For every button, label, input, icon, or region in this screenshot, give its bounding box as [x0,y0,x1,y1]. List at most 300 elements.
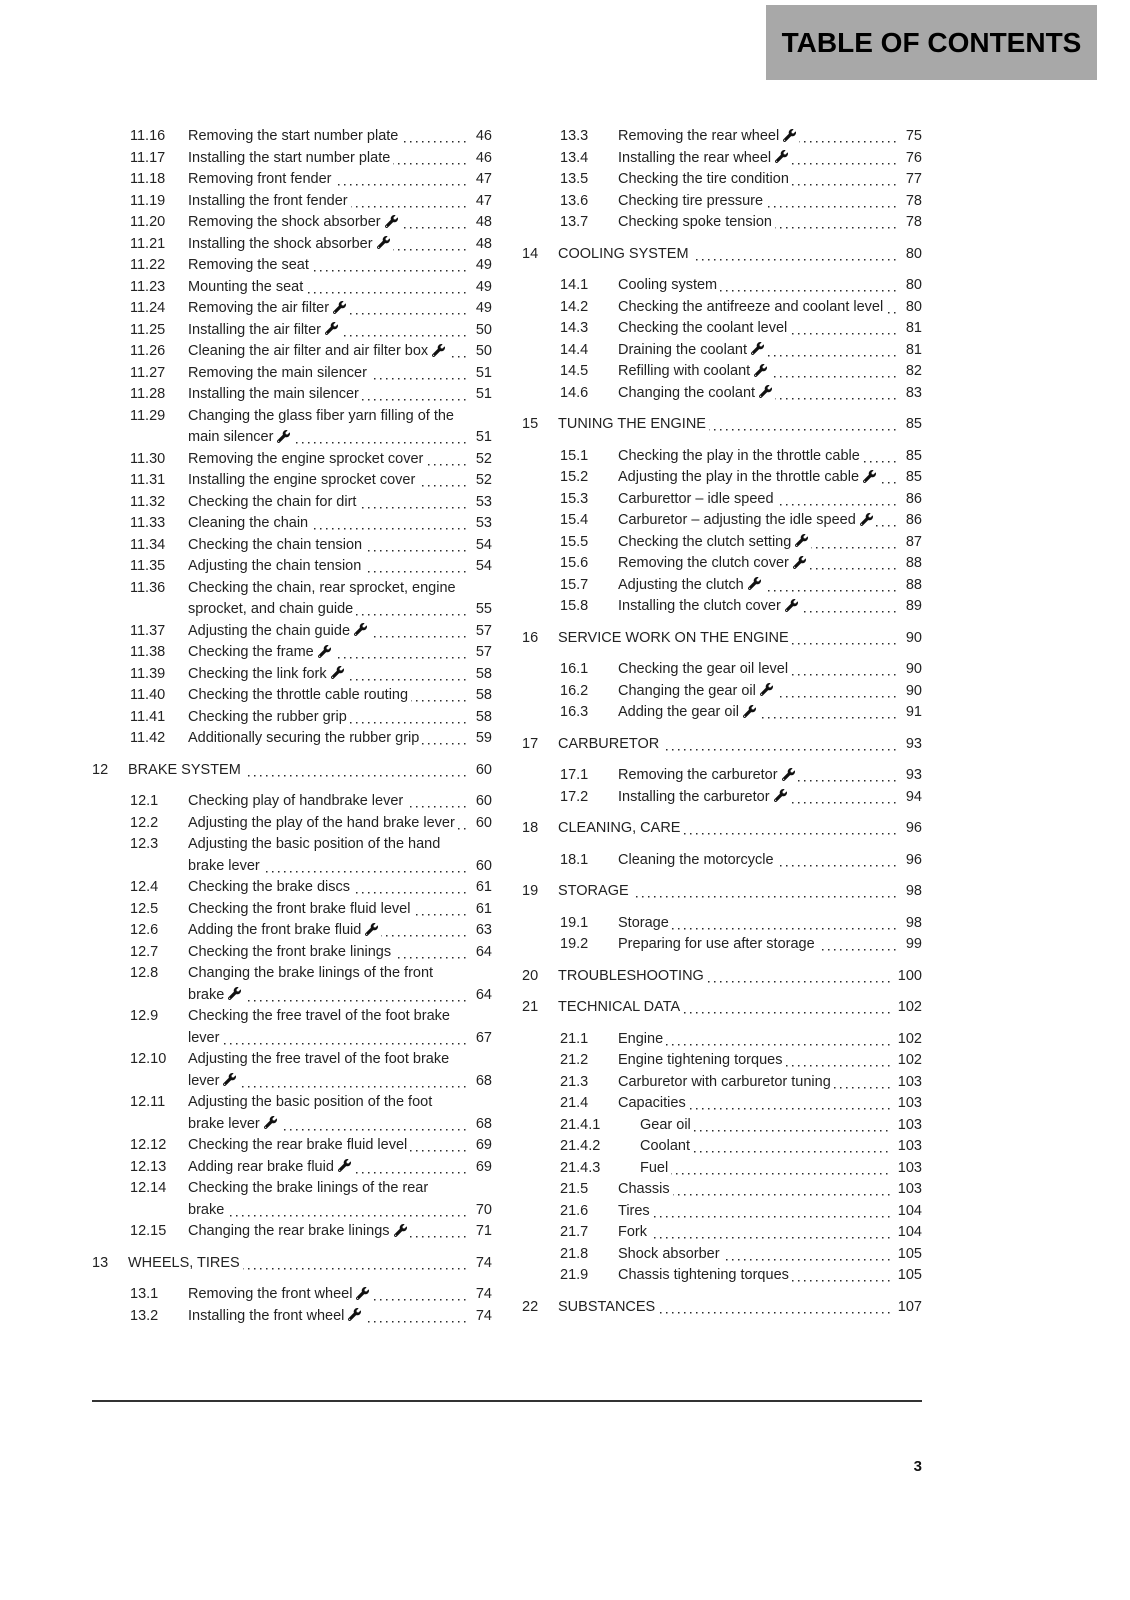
toc-entry [92,255,492,277]
entry-number: 11.16 [130,128,166,144]
entry-number: 11.21 [130,235,166,252]
toc-entry [92,1284,492,1306]
table-of-contents [92,126,922,1328]
entry-number: 14.1 [560,277,589,293]
entry-title: Changing the brake linings of the front brake [188,965,434,1003]
entry-leader [188,920,492,942]
entry-number: 12.7 [130,943,159,960]
entry-page: 102 [892,1029,922,1051]
entry-number: 16.3 [560,704,589,720]
entry-title: Removing the main silencer [188,365,370,381]
entry-title: STORAGE [558,883,632,899]
entry-page: 61 [470,877,492,899]
entry-leader [618,1050,922,1072]
entry-number: 12.1 [130,793,159,809]
entry-number: 12.14 [130,1180,167,1196]
entry-leader [188,556,492,578]
entry-number: 15.2 [560,469,589,485]
entry-leader [618,1093,922,1115]
entry-number: 12 [92,761,109,778]
entry-number: 11.38 [130,644,166,660]
entry-page: 58 [470,685,492,707]
entry-title: Cleaning the chain [188,515,311,531]
entry-number: 21.4 [560,1095,589,1111]
entry-page: 82 [900,361,922,383]
entry-title: TUNING THE ENGINE [558,416,709,432]
entry-page: 103 [892,1179,922,1201]
entry-number: 13 [92,1254,109,1271]
entry-title: Capacities [618,1095,689,1111]
entry-number: 15.4 [560,512,589,528]
toc-entry [92,1049,492,1092]
toc-entry [522,787,922,809]
entry-page: 87 [900,532,922,554]
toc-entry [92,685,492,707]
entry-title: Checking the rear brake fluid level [188,1137,410,1153]
entry-leader [618,596,922,618]
toc-entry [522,881,922,903]
toc-entry [92,791,492,813]
entry-number: 11.41 [130,708,166,725]
toc-entry [522,734,922,756]
page-number: 3 [913,1458,922,1475]
entry-title: Checking the antifreeze and coolant level [618,299,886,315]
entry-number: 15.6 [560,555,589,571]
entry-number: 12.4 [130,879,159,895]
toc-entry [522,913,922,935]
entry-title: Draining the coolant [618,342,767,358]
entry-page: 103 [892,1115,922,1137]
toc-entry [92,1157,492,1179]
entry-number: 15.1 [560,447,589,464]
entry-number: 13.1 [130,1286,159,1302]
entry-number: 12.13 [130,1158,167,1175]
entry-leader [640,1115,922,1137]
entry-page: 60 [470,760,492,782]
entry-title: Cooling system [618,277,720,293]
entry-page: 61 [470,899,492,921]
entry-number: 11.42 [130,730,166,746]
toc-entry [522,361,922,383]
toc-entry [92,1006,492,1049]
entry-number: 12.12 [130,1137,167,1153]
entry-title: Checking play of handbrake lever [188,793,406,809]
wrench-icon [277,430,290,443]
entry-number: 11.35 [130,558,166,574]
wrench-icon [754,364,767,377]
entry-number: 12.15 [130,1223,167,1239]
entry-page: 60 [470,856,492,878]
wrench-icon [775,150,788,163]
toc-entry [522,850,922,872]
entry-leader [640,1158,922,1180]
entry-page: 80 [900,297,922,319]
toc-entry [522,1093,922,1115]
toc-entry [92,877,492,899]
toc-entry [92,126,492,148]
entry-number: 15.5 [560,533,589,550]
entry-leader [618,934,922,956]
toc-column-left [92,126,492,1328]
entry-number: 12.11 [130,1094,166,1110]
entry-number: 15.8 [560,598,589,614]
wrench-icon [325,322,338,335]
entry-title: Installing the main silencer [188,386,362,402]
toc-entry [522,191,922,213]
toc-entry [92,1221,492,1243]
toc-entry [92,1253,492,1275]
entry-leader [618,1072,922,1094]
entry-page: 103 [892,1072,922,1094]
entry-title: Removing the engine sprocket cover [188,451,426,467]
entry-number: 12.5 [130,900,159,917]
entry-number: 12.9 [130,1008,159,1024]
entry-title: Installing the front fender [188,193,351,209]
entry-leader [188,642,492,664]
toc-entry [522,818,922,840]
entry-page: 103 [892,1136,922,1158]
toc-column-right [522,126,922,1328]
entry-number: 12.3 [130,836,159,852]
entry-page: 57 [470,621,492,643]
toc-entry [522,446,922,468]
toc-entry [92,899,492,921]
entry-page: 67 [470,1028,492,1050]
entry-leader [188,1006,492,1049]
toc-entry [522,318,922,340]
entry-number: 19.2 [560,936,589,952]
entry-title: Checking the front brake linings [188,944,394,960]
entry-page: 81 [900,340,922,362]
entry-number: 11.19 [130,192,166,209]
entry-page: 50 [470,341,492,363]
entry-title: Adjusting the play in the throttle cable [618,469,879,485]
entry-title: Checking the chain, rear sprocket, engine sprocket, and chain guide [188,579,456,617]
entry-leader [188,1092,492,1135]
toc-entry [522,966,922,988]
entry-number: 21.7 [560,1224,589,1240]
entry-leader [188,535,492,557]
toc-entry [92,320,492,342]
entry-title: Cleaning the motorcycle [618,852,777,868]
entry-page: 93 [900,765,922,787]
wrench-icon [394,1224,407,1237]
entry-number: 14.6 [560,384,589,401]
entry-page: 69 [470,1135,492,1157]
toc-entry [522,467,922,489]
entry-leader [188,1221,492,1243]
entry-number: 11.23 [130,278,166,295]
wrench-icon [385,215,398,228]
entry-title: Tires [618,1203,653,1219]
toc-entry [92,1092,492,1135]
entry-number: 15 [522,416,539,432]
entry-number: 16.2 [560,682,589,699]
entry-leader [618,510,922,532]
entry-number: 21.6 [560,1202,589,1219]
entry-title: Removing the front wheel [188,1286,372,1302]
entry-page: 86 [900,489,922,511]
toc-entry [92,556,492,578]
toc-entry [92,169,492,191]
entry-number: 21.3 [560,1073,589,1090]
entry-page: 49 [470,255,492,277]
toc-entry [522,212,922,234]
entry-title: Adjusting the chain guide [188,623,370,639]
entry-title: Installing the front wheel [188,1308,364,1324]
entry-title: Carburetor – adjusting the idle speed [618,512,876,528]
wrench-icon [782,768,795,781]
toc-entry [522,575,922,597]
entry-leader [618,212,922,234]
toc-entry [92,621,492,643]
entry-page: 54 [470,556,492,578]
entry-number: 21.9 [560,1267,589,1283]
entry-page: 103 [892,1158,922,1180]
entry-leader [188,942,492,964]
entry-leader [618,383,922,405]
wrench-icon [331,666,344,679]
entry-leader [618,702,922,724]
entry-leader [558,628,922,650]
entry-leader [618,446,922,468]
entry-leader [618,1029,922,1051]
toc-entry [522,1158,922,1180]
entry-title: Adding rear brake fluid [188,1159,354,1175]
entry-title: Checking the front brake fluid level [188,901,413,917]
entry-title: Mounting the seat [188,279,306,295]
entry-page: 46 [470,148,492,170]
toc-entry [92,191,492,213]
entry-title: Installing the rear wheel [618,150,791,166]
entry-title: Storage [618,915,672,931]
entry-number: 21.1 [560,1030,589,1047]
entry-number: 12.10 [130,1051,167,1067]
entry-title: TROUBLESHOOTING [558,968,707,984]
toc-entry [92,148,492,170]
toc-entry [522,1050,922,1072]
entry-page: 48 [470,212,492,234]
toc-entry [92,963,492,1006]
entry-number: 17.1 [560,767,589,783]
wrench-icon [774,789,787,802]
wrench-icon [356,1287,369,1300]
entry-title: Removing the seat [188,257,312,273]
entry-leader [188,1157,492,1179]
entry-leader [188,169,492,191]
toc-entry [92,492,492,514]
entry-leader [128,1253,492,1275]
entry-number: 11.33 [130,515,166,531]
entry-leader [618,850,922,872]
toc-entry [92,760,492,782]
entry-leader [188,341,492,363]
entry-title: Adding the gear oil [618,704,759,720]
entry-title: WHEELS, TIRES [128,1255,243,1271]
entry-number: 11.29 [130,407,166,424]
entry-number: 22 [522,1298,539,1315]
entry-page: 86 [900,510,922,532]
entry-page: 64 [470,942,492,964]
entry-page: 57 [470,642,492,664]
wrench-icon [318,645,331,658]
entry-title: Cleaning the air filter and air filter box [188,343,448,359]
wrench-icon [223,1073,236,1086]
toc-entry [522,765,922,787]
toc-entry [522,659,922,681]
entry-number: 14.3 [560,320,589,336]
entry-leader [618,467,922,489]
entry-number: 11.27 [130,364,166,381]
toc-entry [522,148,922,170]
toc-entry [522,1222,922,1244]
toc-entry [522,169,922,191]
entry-page: 64 [470,985,492,1007]
entry-page: 47 [470,169,492,191]
entry-title: SUBSTANCES [558,1299,658,1315]
entry-title: Checking the link fork [188,666,347,682]
entry-title: SERVICE WORK ON THE ENGINE [558,630,792,646]
entry-leader [618,148,922,170]
entry-title: Removing the shock absorber [188,214,401,230]
wrench-icon [785,599,798,612]
entry-leader [188,1284,492,1306]
entry-title: Installing the clutch cover [618,598,801,614]
entry-page: 58 [470,664,492,686]
entry-title: CLEANING, CARE [558,820,683,836]
toc-entry [92,406,492,449]
entry-page: 80 [900,244,922,266]
wrench-icon [338,1159,351,1172]
entry-leader [188,791,492,813]
entry-title: Checking the gear oil level [618,661,791,677]
entry-page: 49 [470,298,492,320]
entry-page: 52 [470,449,492,471]
toc-entry [522,1244,922,1266]
entry-title: Changing the glass fiber yarn filling of the main silencer [188,407,454,445]
entry-page: 96 [900,850,922,872]
entry-page: 53 [470,492,492,514]
toc-entry [522,1179,922,1201]
toc-entry [522,1201,922,1223]
entry-number: 11.26 [130,343,166,359]
toc-entry [522,510,922,532]
toc-entry [92,834,492,877]
toc-entry [92,942,492,964]
entry-title: Changing the rear brake linings [188,1223,410,1239]
entry-number: 13.5 [560,171,589,187]
entry-title: Shock absorber [618,1246,723,1262]
header-band [766,5,1097,80]
entry-title: Adjusting the play of the hand brake lever [188,815,458,831]
entry-leader [618,126,922,148]
toc-entry [522,596,922,618]
entry-leader [618,1222,922,1244]
entry-page: 48 [470,234,492,256]
wrench-icon [860,513,873,526]
entry-page: 85 [900,467,922,489]
entry-number: 11.18 [130,171,166,187]
toc-entry [92,341,492,363]
entry-page: 51 [470,427,492,449]
toc-entry [92,728,492,750]
toc-entry [92,1306,492,1328]
entry-number: 20 [522,967,539,984]
entry-title: Checking the chain tension [188,537,365,553]
footer-divider [92,1400,922,1402]
entry-title: Checking the play in the throttle cable [618,448,863,464]
wrench-icon [783,129,796,142]
entry-page: 98 [900,881,922,903]
toc-entry [522,1029,922,1051]
entry-page: 102 [892,1050,922,1072]
entry-title: Removing the start number plate [188,128,401,144]
entry-leader [188,1049,492,1092]
entry-leader [188,899,492,921]
toc-entry [522,1136,922,1158]
entry-number: 11.39 [130,665,166,682]
entry-leader [618,1179,922,1201]
entry-page: 46 [470,126,492,148]
entry-title: Installing the engine sprocket cover [188,472,418,488]
entry-page: 96 [900,818,922,840]
entry-leader [618,361,922,383]
entry-number: 13.2 [130,1307,159,1324]
entry-page: 93 [900,734,922,756]
entry-page: 69 [470,1157,492,1179]
entry-number: 21.8 [560,1245,589,1262]
entry-title: Adjusting the basic position of the foot brake lever [188,1094,433,1132]
entry-number: 15.7 [560,576,589,593]
entry-leader [618,169,922,191]
wrench-icon [743,705,756,718]
entry-page: 100 [892,966,922,988]
entry-number: 19.1 [560,914,589,931]
entry-page: 74 [470,1253,492,1275]
entry-leader [618,575,922,597]
entry-page: 76 [900,148,922,170]
entry-leader [188,1306,492,1328]
entry-page: 104 [892,1201,922,1223]
entry-number: 11.20 [130,214,166,230]
entry-number: 21.5 [560,1181,589,1197]
entry-title: Engine tightening torques [618,1052,785,1068]
entry-number: 11.37 [130,622,166,639]
toc-entry [522,489,922,511]
entry-number: 17.2 [560,788,589,805]
entry-leader [640,1136,922,1158]
entry-page: 91 [900,702,922,724]
toc-entry [522,383,922,405]
entry-page: 74 [470,1284,492,1306]
wrench-icon [264,1116,277,1129]
entry-title: Carburettor – idle speed [618,491,777,507]
entry-leader [188,685,492,707]
wrench-icon [760,683,773,696]
entry-leader [188,578,492,621]
entry-leader [188,212,492,234]
entry-page: 68 [470,1114,492,1136]
entry-title: Installing the carburetor [618,789,790,805]
toc-entry [522,297,922,319]
entry-leader [618,659,922,681]
entry-number: 11.28 [130,386,166,402]
entry-page: 77 [900,169,922,191]
entry-leader [618,297,922,319]
entry-leader [188,126,492,148]
entry-number: 11.32 [130,493,166,510]
entry-title: Engine [618,1031,666,1047]
